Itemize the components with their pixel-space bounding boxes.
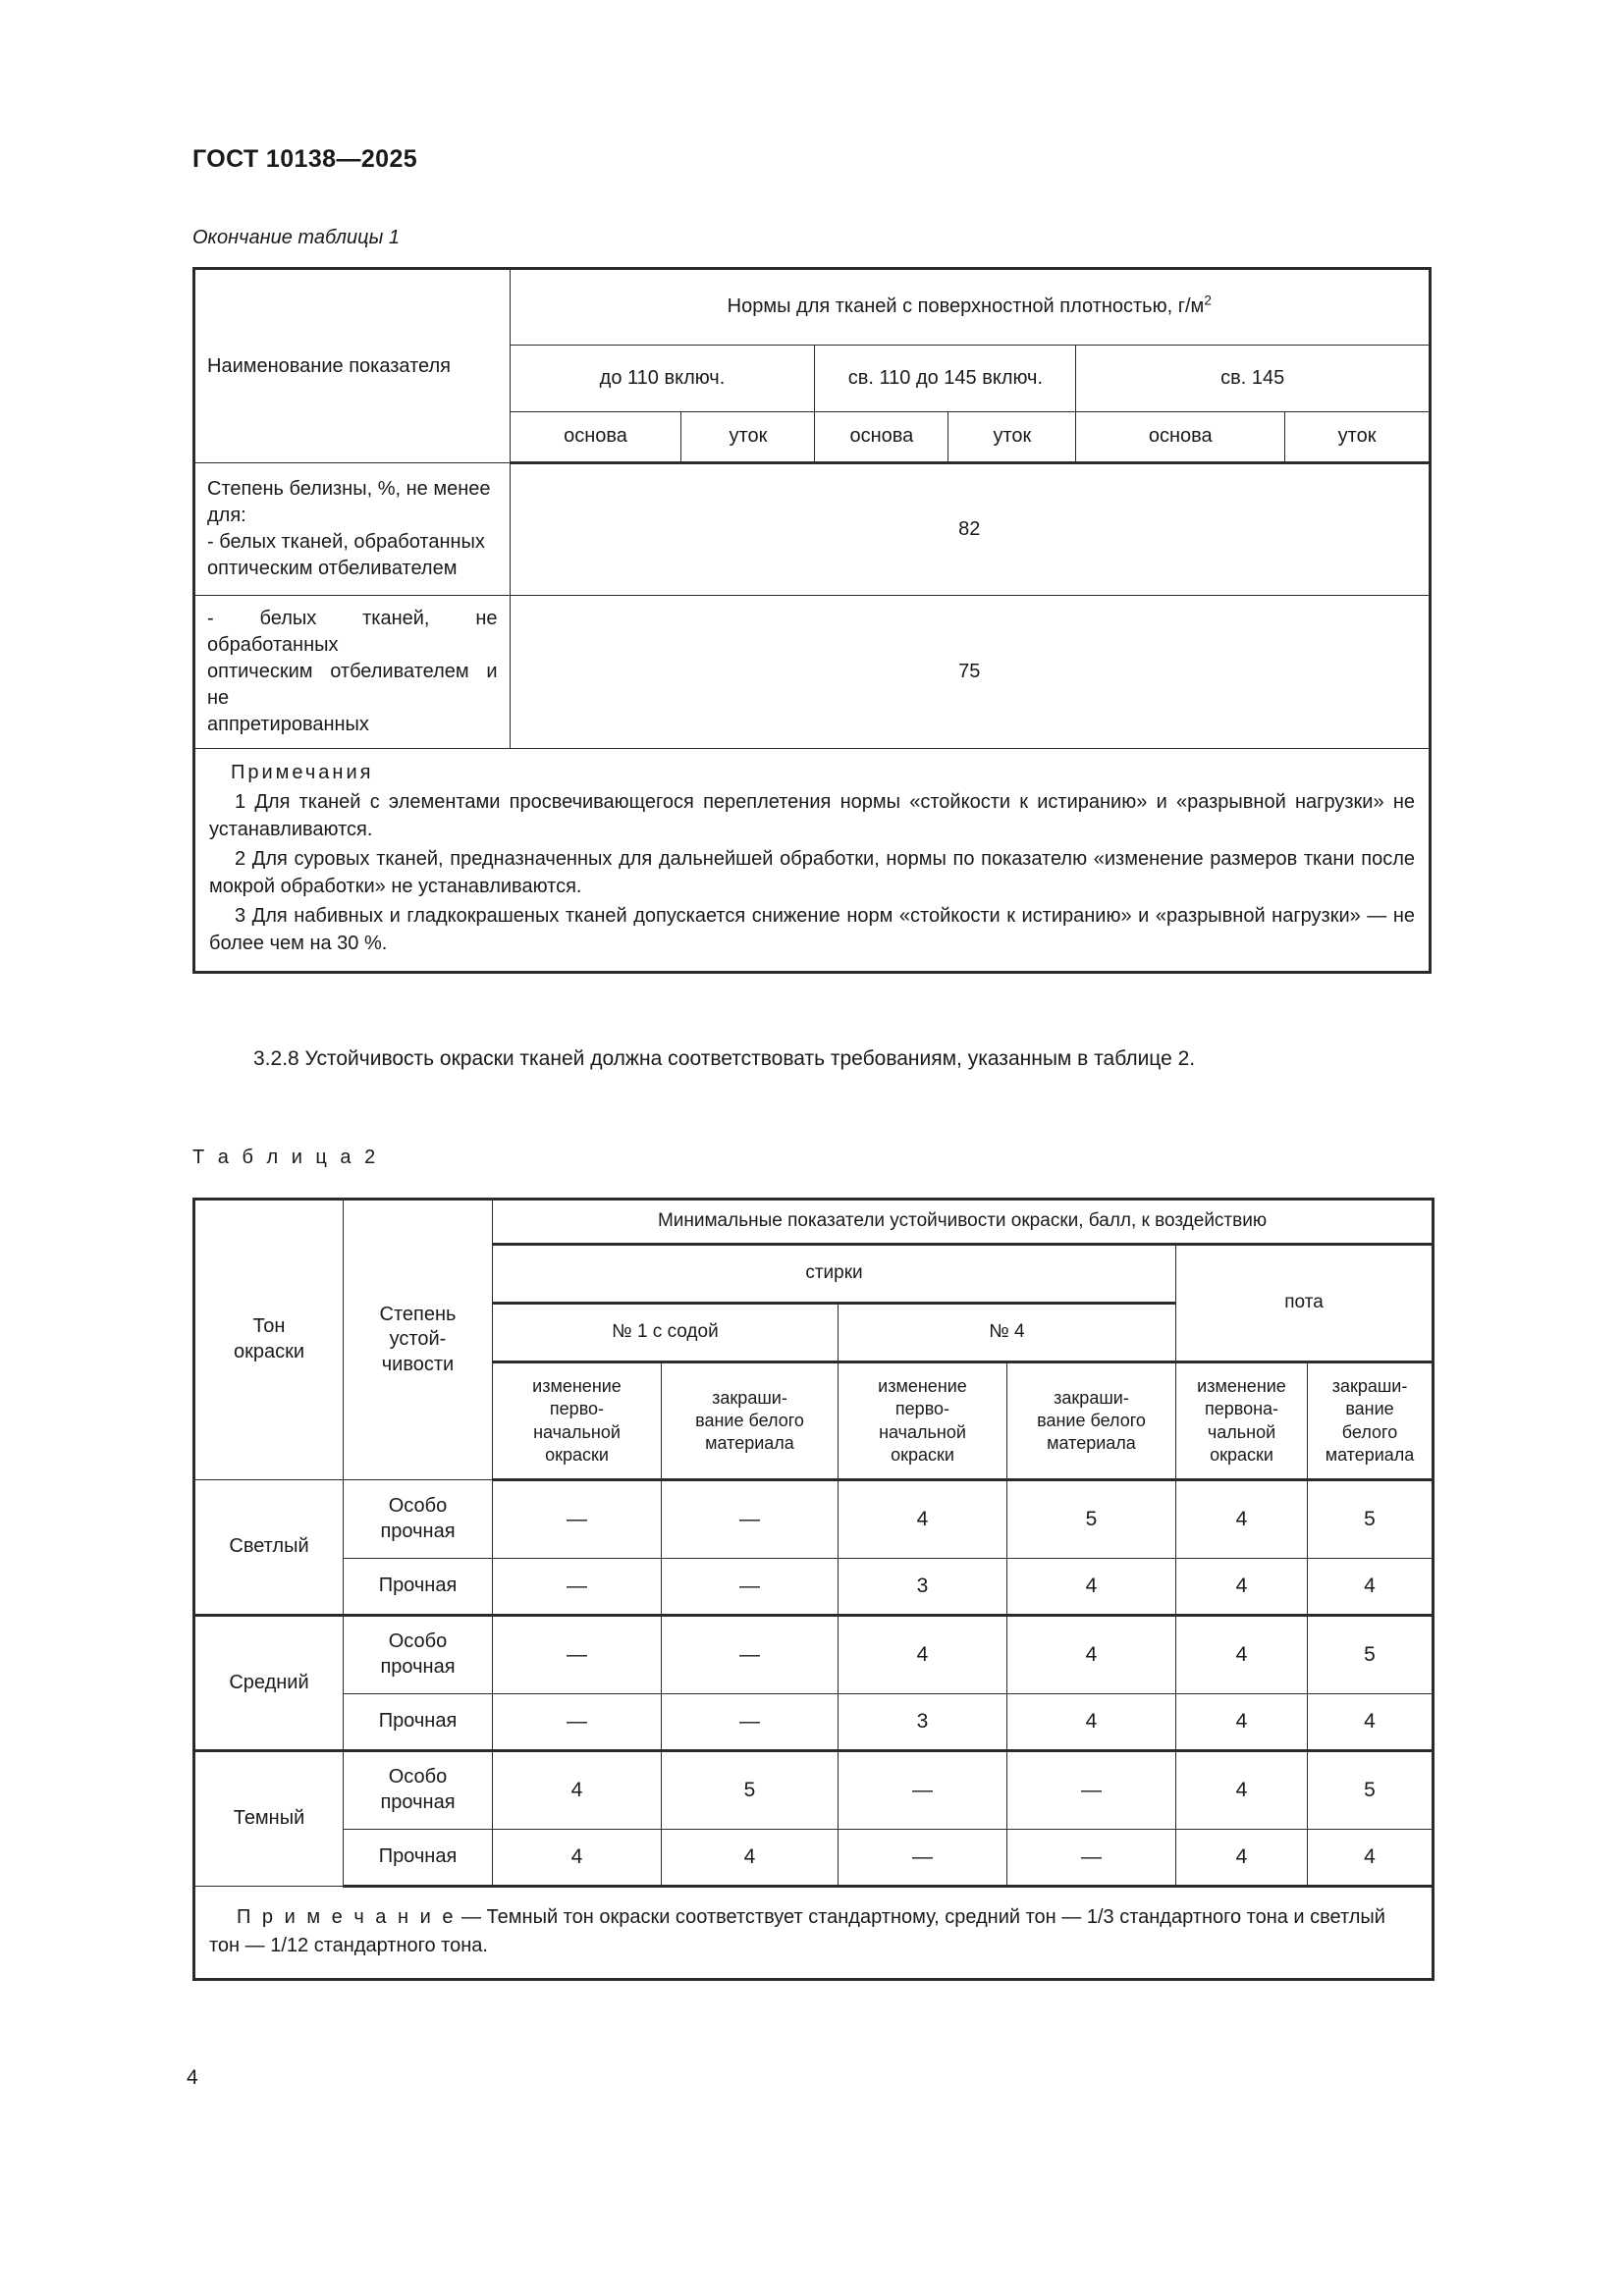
subhdr-line-1: вание [1345, 1399, 1394, 1419]
table2-cell-r2c0: — [493, 1616, 662, 1694]
table2-tone-light: Светлый [194, 1480, 344, 1616]
subhdr-line-0: изменение [532, 1376, 622, 1397]
table2-tone-medium: Средний [194, 1616, 344, 1751]
subhdr-line-0: изменение [878, 1376, 967, 1397]
table2-cell-r5c1: 4 [662, 1830, 839, 1887]
table2-header-sweat: пота [1176, 1245, 1434, 1362]
row2-name-line-0: - белых тканей, не обработанных [207, 608, 498, 656]
page-title: ГОСТ 10138—2025 [192, 145, 418, 173]
table2-cell-r2c3: 4 [1007, 1616, 1176, 1694]
table-row [194, 1480, 1434, 1559]
grade-line-0: Особо [388, 1766, 448, 1789]
subhdr-line-2: материала [705, 1433, 794, 1454]
row1-name-line-1: для: [207, 505, 246, 526]
table1-row1-name [194, 463, 511, 596]
table2-cell-r4c2: — [839, 1751, 1007, 1830]
table1-row2-value: 75 [510, 596, 1430, 749]
grade-header-line-0: Степень [379, 1303, 457, 1325]
subhdr-line-0: закраши- [712, 1387, 787, 1408]
tone-header-line-0: Тон [252, 1315, 286, 1338]
table2-grade-cell [344, 1694, 493, 1751]
table2-subheader-wash1-stain [662, 1362, 839, 1480]
subhdr-line-3: окраски [891, 1444, 954, 1465]
grade-header-line-1: устой- [389, 1328, 447, 1351]
table2-cell-r1c1: — [662, 1559, 839, 1616]
subhdr-line-1: вание белого [1037, 1410, 1146, 1430]
table-row [194, 1694, 1434, 1751]
subhdr-line-2: материала [1047, 1433, 1136, 1454]
table2-cell-r4c1: 5 [662, 1751, 839, 1830]
table-row [194, 1830, 1434, 1887]
table2-cell-r5c2: — [839, 1830, 1007, 1887]
subhdr-line-2: начальной [879, 1421, 966, 1442]
table2-cell-r0c1: — [662, 1480, 839, 1559]
table2-subheader-sweat-stain [1308, 1362, 1434, 1480]
tone-header-line-1: окраски [233, 1341, 305, 1362]
table1-row2-name [194, 596, 511, 749]
grade-line-0: Прочная [378, 1575, 458, 1597]
table2-header-grade [344, 1200, 493, 1480]
table2-cell-r0c5: 5 [1308, 1480, 1434, 1559]
table2-cell-r0c3: 5 [1007, 1480, 1176, 1559]
subhdr-line-1: перво- [894, 1399, 950, 1419]
table1-subheader-0: основа [510, 412, 681, 463]
page-number: 4 [187, 2066, 198, 2089]
grade-line-1: прочная [380, 1656, 456, 1678]
table1-subheader-2: основа [815, 412, 948, 463]
superscript-2: 2 [1204, 293, 1212, 308]
table2-header-wash-1: № 1 с содой [493, 1304, 839, 1362]
row1-name-line-3: оптическим отбеливателем [207, 558, 458, 579]
subhdr-line-1: первона- [1204, 1399, 1279, 1419]
table2-label: Т а б л и ц а 2 [192, 1147, 380, 1168]
table2-cell-r3c4: 4 [1176, 1694, 1308, 1751]
table2-subheader-wash4-change [839, 1362, 1007, 1480]
table2-cell-r3c0: — [493, 1694, 662, 1751]
table2-header-washing: стирки [493, 1245, 1176, 1304]
table1-subheader-1: уток [681, 412, 815, 463]
note-item-2: 2 Для суровых тканей, предназначенных для дальнейшей обработки, нормы по показателю «изменение размеров ткани после мокрой обработки» не устанавливаются. [209, 848, 1415, 897]
subhdr-line-0: изменение [1197, 1376, 1286, 1397]
table2-subheader-sweat-change [1176, 1362, 1308, 1480]
table2-header-tone [194, 1200, 344, 1480]
grade-line-0: Прочная [378, 1845, 458, 1868]
table2-cell-r3c3: 4 [1007, 1694, 1176, 1751]
subhdr-line-2: белого [1341, 1421, 1398, 1442]
table2-cell-r0c0: — [493, 1480, 662, 1559]
subhdr-line-3: окраски [545, 1444, 609, 1465]
table1-header-norms: Нормы для тканей с поверхностной плотностью, $г/м^2$ [510, 269, 1430, 346]
table1-caption: Окончание таблицы 1 [192, 227, 401, 248]
table2-subheader-wash4-stain [1007, 1362, 1176, 1480]
row1-name-line-0: Степень белизны, %, не менее [207, 478, 491, 500]
table2-cell-r1c2: 3 [839, 1559, 1007, 1616]
table2-tone-dark: Темный [194, 1751, 344, 1887]
table1-notes [194, 749, 1431, 973]
table2-cell-r2c1: — [662, 1616, 839, 1694]
paragraph-3-2-8: 3.2.8 Устойчивость окраски тканей должна соответствовать требованиям, указанным в таблице 2. [253, 1047, 1196, 1070]
subhdr-line-0: закраши- [1054, 1387, 1129, 1408]
table2-cell-r4c3: — [1007, 1751, 1176, 1830]
note-text: — Темный тон окраски соответствует стандартному, средний тон — 1/3 стандартного тона и светлый тон — 1/12 стандартного тона. [209, 1906, 1385, 1956]
row1-name-line-2: - белых тканей, обработанных [207, 531, 485, 553]
table2-cell-r2c4: 4 [1176, 1616, 1308, 1694]
table-1 [192, 267, 1432, 974]
table2-cell-r2c2: 4 [839, 1616, 1007, 1694]
table1-row1-value: 82 [510, 463, 1430, 596]
table2-cell-r4c0: 4 [493, 1751, 662, 1830]
table2-cell-r0c2: 4 [839, 1480, 1007, 1559]
table2-cell-r1c4: 4 [1176, 1559, 1308, 1616]
table2-grade-cell [344, 1559, 493, 1616]
table2-cell-r5c0: 4 [493, 1830, 662, 1887]
table2-cell-r4c4: 4 [1176, 1751, 1308, 1830]
table2-cell-r2c5: 5 [1308, 1616, 1434, 1694]
table-row [194, 1559, 1434, 1616]
table2-grade-cell [344, 1751, 493, 1830]
table1-notes-row [194, 749, 1431, 973]
subhdr-line-2: начальной [533, 1421, 621, 1442]
row2-name-line-1: оптическим отбеливателем и не [207, 661, 498, 709]
table2-cell-r5c5: 4 [1308, 1830, 1434, 1887]
table-row [194, 1616, 1434, 1694]
table2-cell-r5c3: — [1007, 1830, 1176, 1887]
table1-density-group-3: св. 145 [1076, 346, 1431, 412]
note-item-1: 1 Для тканей с элементами просвечивающегося переплетения нормы «стойкости к истиранию» и «разрывной нагрузки» не устанавливаются. [209, 791, 1415, 840]
table2-cell-r4c5: 5 [1308, 1751, 1434, 1830]
table2-subheader-wash1-change [493, 1362, 662, 1480]
table2-grade-cell [344, 1480, 493, 1559]
table2-cell-r0c4: 4 [1176, 1480, 1308, 1559]
note-item-3: 3 Для набивных и гладкокрашеных тканей допускается снижение норм «стойкости к истиранию» и «разрывной нагрузки» — не более чем на 30 %. [209, 905, 1415, 954]
table-2 [192, 1198, 1435, 1981]
table1-subheader-5: уток [1285, 412, 1431, 463]
table1-header-indicator: Наименование показателя [194, 269, 511, 463]
table1-density-group-2: св. 110 до 145 включ. [815, 346, 1076, 412]
subhdr-line-0: закраши- [1331, 1376, 1408, 1397]
table2-cell-r1c3: 4 [1007, 1559, 1176, 1616]
table-row [194, 596, 1431, 749]
table2-grade-cell [344, 1830, 493, 1887]
grade-line-0: Особо [388, 1494, 448, 1517]
grade-line-0: Особо [388, 1630, 448, 1653]
row2-name-line-2: аппретированных [207, 714, 369, 735]
table-row [194, 463, 1431, 596]
table2-note [194, 1887, 1434, 1980]
grade-header-line-2: чивости [381, 1353, 455, 1375]
subhdr-line-1: вание белого [695, 1410, 804, 1430]
table2-note-row [194, 1887, 1434, 1980]
subhdr-line-2: чальной [1207, 1421, 1276, 1442]
table1-density-group-1: до 110 включ. [510, 346, 815, 412]
table2-cell-r1c5: 4 [1308, 1559, 1434, 1616]
table1-subheader-4: основа [1076, 412, 1285, 463]
table1-subheader-3: уток [948, 412, 1076, 463]
grade-line-1: прочная [380, 1520, 456, 1542]
table2-cell-r3c5: 4 [1308, 1694, 1434, 1751]
note-lead: П р и м е ч а н и е [237, 1906, 457, 1928]
grade-line-1: прочная [380, 1791, 456, 1813]
table2-header-group-title: Минимальные показатели устойчивости окраски, балл, к воздействию [493, 1200, 1434, 1245]
table2-grade-cell [344, 1616, 493, 1694]
table2-cell-r3c1: — [662, 1694, 839, 1751]
notes-title: Примечания [231, 762, 374, 783]
table2-header-wash-4: № 4 [839, 1304, 1176, 1362]
table-row [194, 1751, 1434, 1830]
grade-line-0: Прочная [378, 1710, 458, 1733]
table2-cell-r5c4: 4 [1176, 1830, 1308, 1887]
subhdr-line-3: материала [1325, 1444, 1415, 1465]
table2-cell-r1c0: — [493, 1559, 662, 1616]
table2-cell-r3c2: 3 [839, 1694, 1007, 1751]
subhdr-line-3: окраски [1210, 1444, 1273, 1465]
subhdr-line-1: перво- [549, 1399, 605, 1419]
